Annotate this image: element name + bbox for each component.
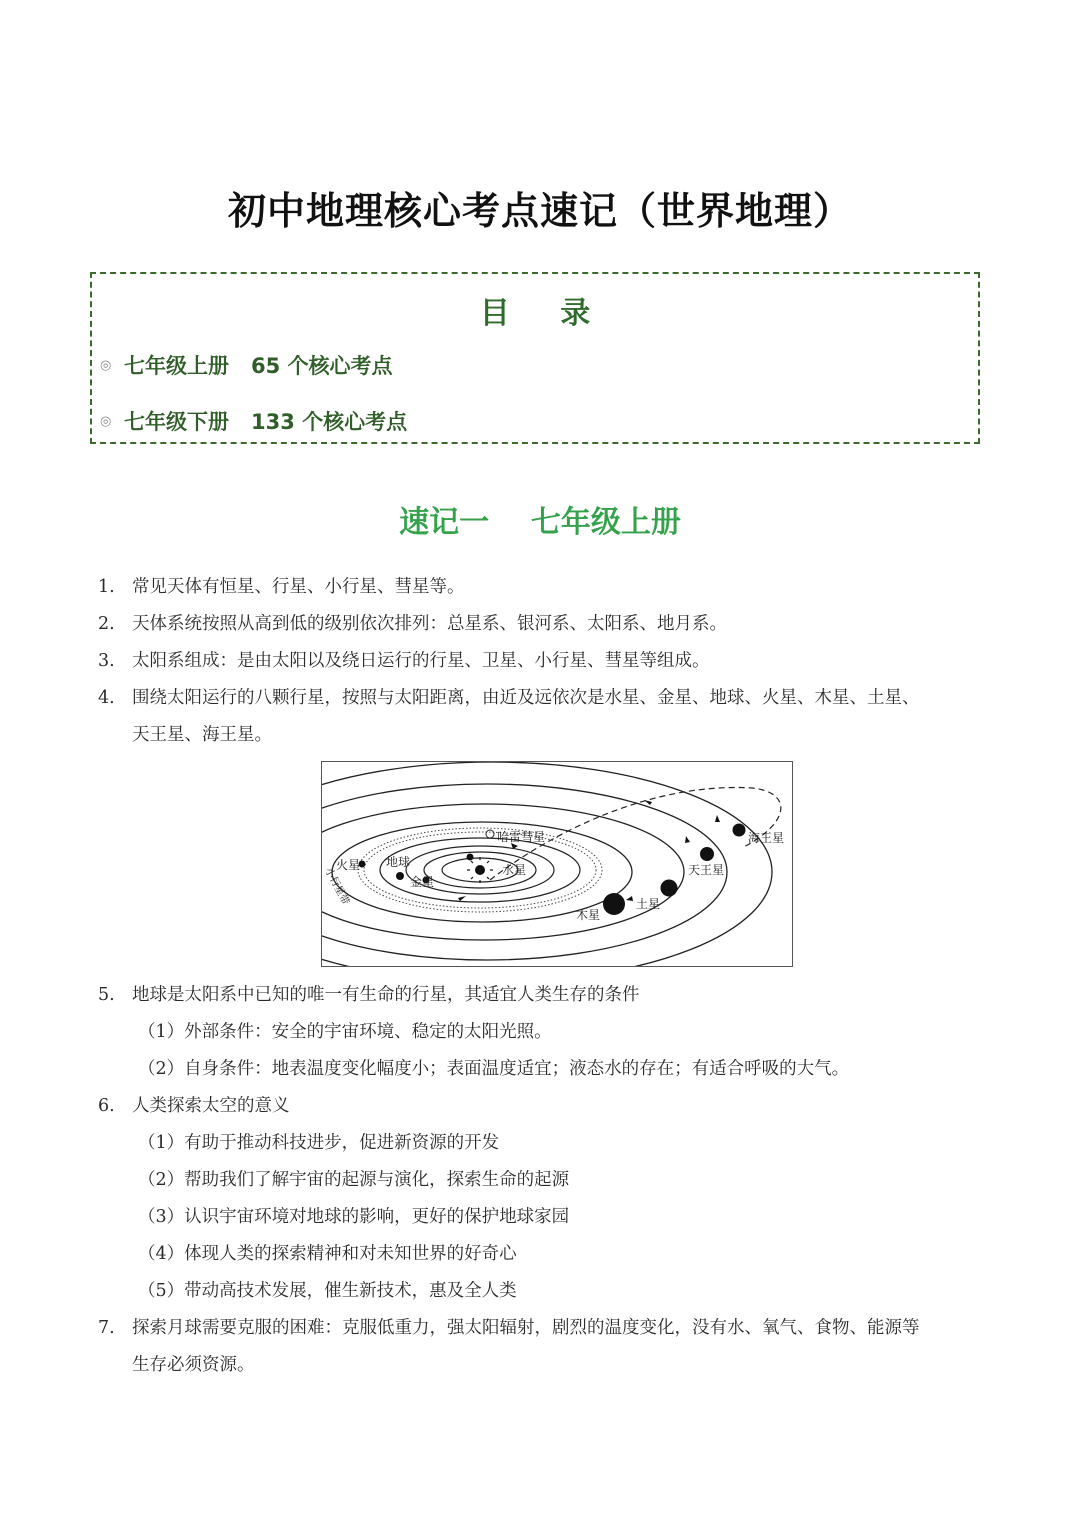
toc-heading: 目 录 [479,296,611,331]
orbit-arrows [458,800,720,901]
label-neptune: 海王星 [748,831,785,845]
section-title: 速记一 七年级上册 [399,505,681,540]
neptune-icon [733,824,746,837]
item-number: 7. [98,1318,115,1338]
item-number: 5. [98,985,115,1005]
toc-item-count: 65 个核心考点 [251,354,393,378]
sub-item-text: （5）带动高技术发展，催生新技术，惠及全人类 [138,1281,517,1301]
label-asteroid-belt: 小行星带 [322,866,351,907]
item-number: 2. [98,614,115,634]
sub-item-text: （2）帮助我们了解宇宙的起源与演化，探索生命的起源 [138,1170,570,1190]
toc-item[interactable] [100,350,393,380]
item-text: 围绕太阳运行的八颗行星，按照与太阳距离，由近及远依次是水星、金星、地球、火星、木星、土星、 [132,688,920,708]
item-number: 4. [98,688,115,708]
mercury-icon [467,854,474,861]
label-mars: 火星 [336,858,361,872]
sub-item-text: （2）自身条件：地表温度变化幅度小；表面温度适宜；液态水的存在；有适合呼吸的大气。 [138,1059,850,1079]
sub-item-text: （4）体现人类的探索精神和对未知世界的好奇心 [138,1244,517,1264]
item-text: 人类探索太空的意义 [132,1096,290,1116]
label-earth: 地球 [386,855,411,869]
toc-item-grade: 七年级上册 [124,354,229,378]
label-jupiter: 木星 [576,908,601,922]
page-title: 初中地理核心考点速记（世界地理） [227,189,852,233]
label-mercury: 水星 [502,863,527,877]
item-text: 天王星、海王星。 [132,725,272,745]
table-of-contents [90,272,980,444]
label-halley: 哈雷彗星 [497,830,546,844]
label-venus: 金星 [410,875,435,889]
uranus-icon [700,847,714,861]
sun-icon [475,865,485,875]
bullet-icon: ◎ [100,357,112,373]
jupiter-icon [603,893,625,915]
item-text: 地球是太阳系中已知的唯一有生命的行星，其适宜人类生存的条件 [132,985,640,1005]
toc-item[interactable] [100,406,407,436]
item-number: 6. [98,1096,115,1116]
label-uranus: 天王星 [688,863,725,877]
item-number: 1. [98,577,115,597]
item-text: 生存必须资源。 [132,1355,255,1375]
item-text: 常见天体有恒星、行星、小行星、彗星等。 [132,577,465,597]
item-number: 3. [98,651,115,671]
halley-comet-icon [486,830,494,838]
earth-icon [396,872,404,880]
item-text: 探索月球需要克服的困难：克服低重力，强太阳辐射，剧烈的温度变化，没有水、氧气、食物、能源等 [132,1318,920,1338]
solar-system-svg [322,762,793,967]
saturn-icon [661,880,678,897]
toc-item-grade: 七年级下册 [124,410,229,434]
sub-item-text: （3）认识宇宙环境对地球的影响，更好的保护地球家园 [138,1207,570,1227]
sub-item-text: （1）有助于推动科技进步，促进新资源的开发 [138,1133,500,1153]
item-text: 太阳系组成：是由太阳以及绕日运行的行星、卫星、小行星、彗星等组成。 [132,651,710,671]
sub-item-text: （1）外部条件：安全的宇宙环境、稳定的太阳光照。 [138,1022,552,1042]
bullet-icon: ◎ [100,413,112,429]
toc-item-count: 133 个核心考点 [251,410,408,434]
solar-system-diagram [321,761,793,967]
label-saturn: 土星 [636,897,661,911]
item-text: 天体系统按照从高到低的级别依次排列：总星系、银河系、太阳系、地月系。 [132,614,727,634]
